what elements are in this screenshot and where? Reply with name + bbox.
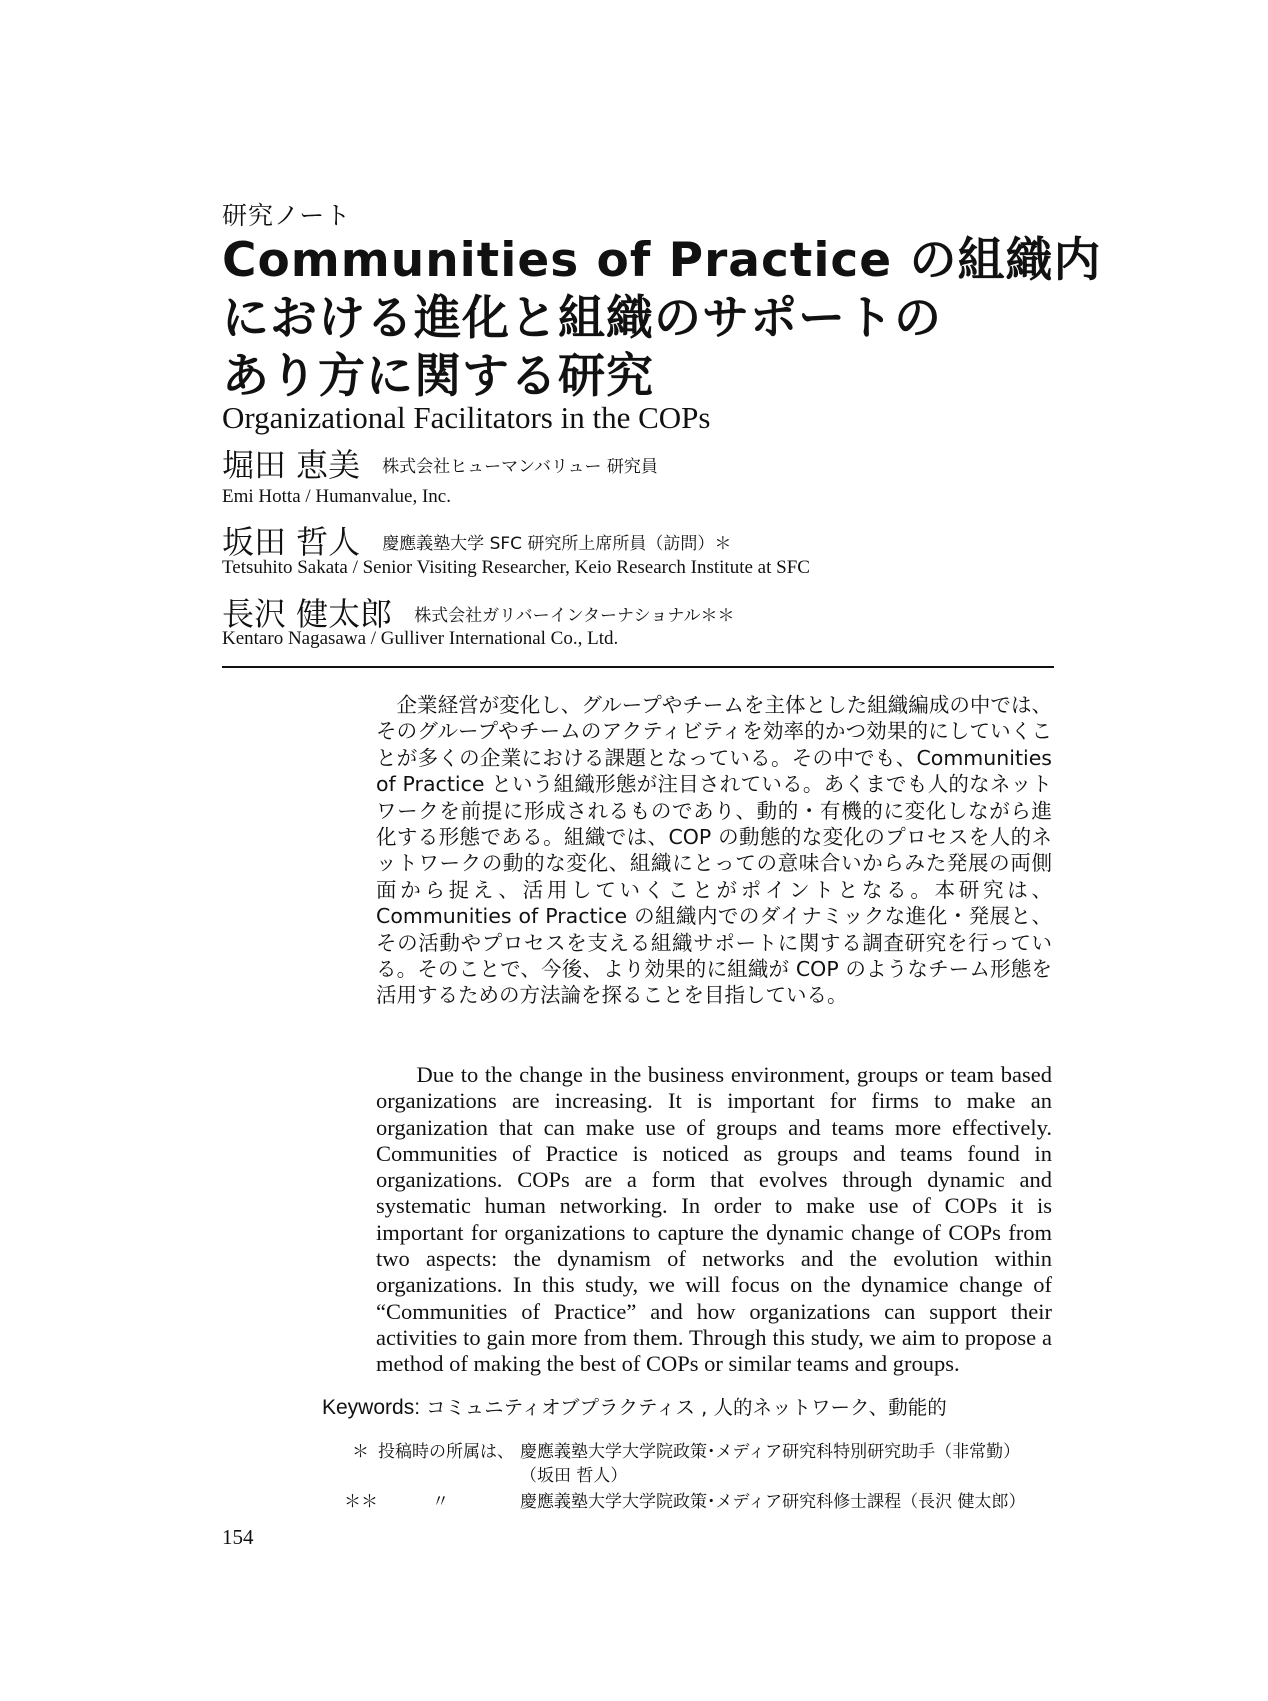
title-line: Communities of Practice の組織内 <box>222 233 1102 288</box>
footnote-person: （坂田 哲人） <box>520 1466 628 1486</box>
article-category: 研究ノート <box>222 201 352 230</box>
author-name-jp: 長沢 健太郎 <box>222 595 393 633</box>
author-affiliation-jp: 慶應義塾大学 SFC 研究所上席所員（訪問）＊ <box>382 534 732 554</box>
header-divider <box>222 666 1054 668</box>
title-line: あり方に関する研究 <box>222 349 654 404</box>
footnote-text: 慶應義塾大学大学院政策･メディア研究科特別研究助手（非常勤） <box>520 1442 1021 1462</box>
footnote-text: 慶應義塾大学大学院政策･メディア研究科修士課程（長沢 健太郎） <box>520 1492 1026 1512</box>
author-entry <box>222 440 658 486</box>
footnote-prefix: 投稿時の所属は、 <box>378 1442 514 1462</box>
keywords-label: Keywords: <box>322 1396 421 1419</box>
article-title <box>222 232 1102 406</box>
footnote-mark: ＊＊ <box>344 1492 378 1512</box>
abstract-english: Due to the change in the business environment, groups or team based organizations are increasing. It is important for firms to make an organization that can make use of groups and teams more effectively. Communities of Practice is noticed as groups and teams found in organizations. COPs are a form that evolves through dynamic and systematic human networking. In order to make use of COPs it is important for organizations to capture the dynamic change of COPs from two aspects: the dynamism of networks and the evolution within organizations. In this study, we will focus on the dynamice change of “Communities of Practice” and how organizations can support their activities to gain more from them. Through this study, we aim to propose a method of making the best of COPs or similar teams and groups. <box>376 1062 1052 1377</box>
author-name-jp: 坂田 哲人 <box>222 523 361 561</box>
abstract-japanese: 企業経営が変化し、グループやチームを主体とした組織編成の中では、そのグループやチームのアクティビティを効率的かつ効果的にしていくことが多くの企業における課題となっている。その中でも、Communities of Practice という組織形態が注目されている。あくまでも人的なネットワークを前提に形成されるものであり、動的・有機的に変化しながら進化する形態である。組織では、COP の動態的な変化のプロセスを人的ネットワークの動的な変化、組織にとっての意味合いからみた発展の両側面から捉え、活用していくことがポイントとなる。本研究は、Communities of Practice の組織内でのダイナミックな進化・発展と、その活動やプロセスを支える組織サポートに関する調査研究を行っている。そのことで、今後、より効果的に組織が COP のようなチーム形態を活用するための方法論を探ることを目指している。 <box>376 693 1052 1008</box>
author-name-en: Emi Hotta / Humanvalue, Inc. <box>222 486 451 507</box>
footnote-mark: ＊ <box>352 1442 369 1462</box>
keywords-values: コミュニティオブプラクティス , 人的ネットワーク、動能的 <box>426 1396 947 1419</box>
author-affiliation-jp: 株式会社ガリバーインターナショナル＊＊ <box>414 606 735 626</box>
footnote-prefix: 〃 <box>432 1492 449 1512</box>
english-subtitle: Organizational Facilitators in the COPs <box>222 400 711 435</box>
author-affiliation-jp: 株式会社ヒューマンバリュー 研究員 <box>382 457 658 477</box>
author-name-en: Tetsuhito Sakata / Senior Visiting Researcher, Keio Research Institute at SFC <box>222 557 810 578</box>
author-name-en: Kentaro Nagasawa / Gulliver International Co., Ltd. <box>222 628 619 649</box>
page-number: 154 <box>222 1525 254 1549</box>
author-name-jp: 堀田 恵美 <box>222 446 361 484</box>
keywords <box>322 1392 947 1420</box>
title-line: における進化と組織のサポートの <box>222 291 942 346</box>
